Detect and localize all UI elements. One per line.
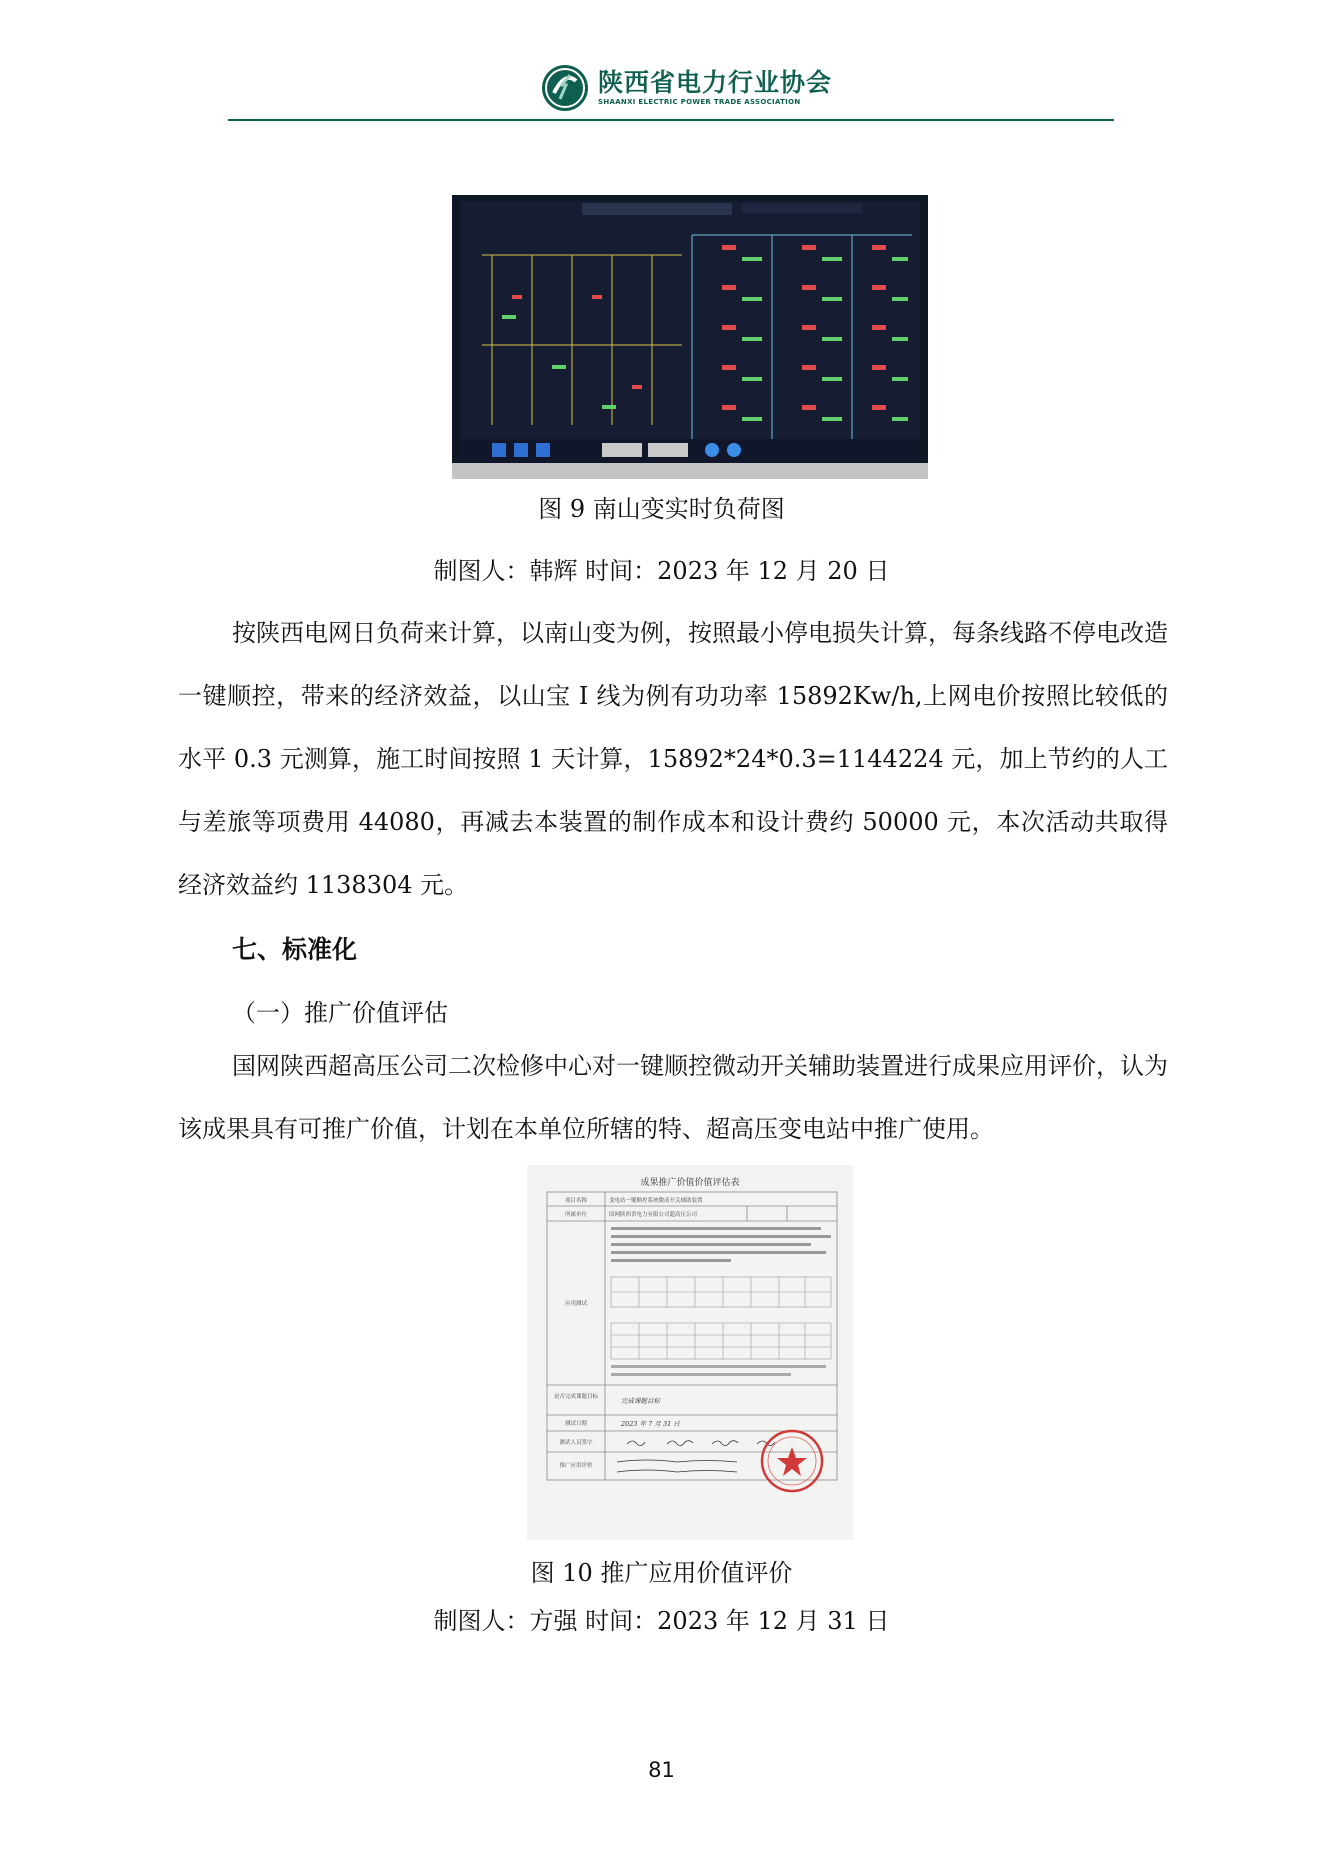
svg-text:所属单位: 所属单位	[564, 1212, 588, 1218]
figure-9-credit: 制图人：韩辉 时间：2023 年 12 月 20 日	[433, 557, 890, 585]
org-name-en: SHAANXI ELECTRIC POWER TRADE ASSOCIATION	[598, 98, 801, 106]
figure-9-photo	[452, 195, 928, 479]
subsection-heading: （一）推广价值评估	[232, 999, 448, 1027]
svg-text:2023 年 7 月 31 日: 2023 年 7 月 31 日	[621, 1420, 680, 1428]
form-title: 成果推广价值价值评估表	[640, 1178, 740, 1188]
page-number: 81	[648, 1758, 675, 1782]
figure-10-caption: 图 10 推广应用价值评价	[530, 1559, 793, 1587]
body-paragraph-1	[178, 602, 1168, 917]
section-heading: 七、标准化	[232, 935, 358, 964]
figure-10-scan	[527, 1165, 853, 1540]
paragraph-text: 国网陕西超高压公司二次检修中心对一键顺控微动开关辅助装置进行成果应用评价，认为该成果具有可推广价值，计划在本单位所辖的特、超高压变电站中推广使用。	[178, 1052, 1168, 1143]
svg-text:完成课题目标: 完成课题目标	[621, 1397, 660, 1405]
svg-text:是否完成课题目标: 是否完成课题目标	[553, 1394, 599, 1400]
header-divider	[228, 119, 1114, 121]
association-logo	[540, 62, 832, 114]
figure-10-credit: 制图人：方强 时间：2023 年 12 月 31 日	[433, 1607, 890, 1635]
svg-text:测试人员签字: 测试人员签字	[559, 1440, 593, 1446]
figure-9-caption: 图 9 南山变实时负荷图	[538, 495, 785, 523]
svg-text:推广应用评价: 推广应用评价	[559, 1463, 593, 1469]
svg-text:测试日期: 测试日期	[564, 1421, 588, 1427]
svg-text:项目名称: 项目名称	[564, 1198, 588, 1204]
svg-text:变电站一键顺控系统微动开关辅助装置: 变电站一键顺控系统微动开关辅助装置	[609, 1198, 703, 1204]
association-emblem-icon	[540, 63, 590, 113]
paragraph-text: 按陕西电网日负荷来计算，以南山变为例，按照最小停电损失计算，每条线路不停电改造一键顺控，带来的经济效益，以山宝 I 线为例有功功率 15892Kw/h,上网电价按照比较低的水平 0.3 元测算，施工时间按照 1 天计算，15892*24*0.3=1144224 元，加上节约的人工与差旅等项费用 44080，再减去本装置的制作成本和设计费约 50000 元，本次活动共取得经济效益约 1138304 元。	[178, 619, 1168, 899]
svg-text:国网陕西省电力有限公司超高压公司: 国网陕西省电力有限公司超高压公司	[609, 1212, 698, 1218]
body-paragraph-2	[178, 1035, 1168, 1161]
svg-text:应用测试: 应用测试	[564, 1301, 588, 1307]
page-header	[0, 0, 1323, 125]
org-name-cn: 陕西省电力行业协会	[598, 68, 833, 97]
